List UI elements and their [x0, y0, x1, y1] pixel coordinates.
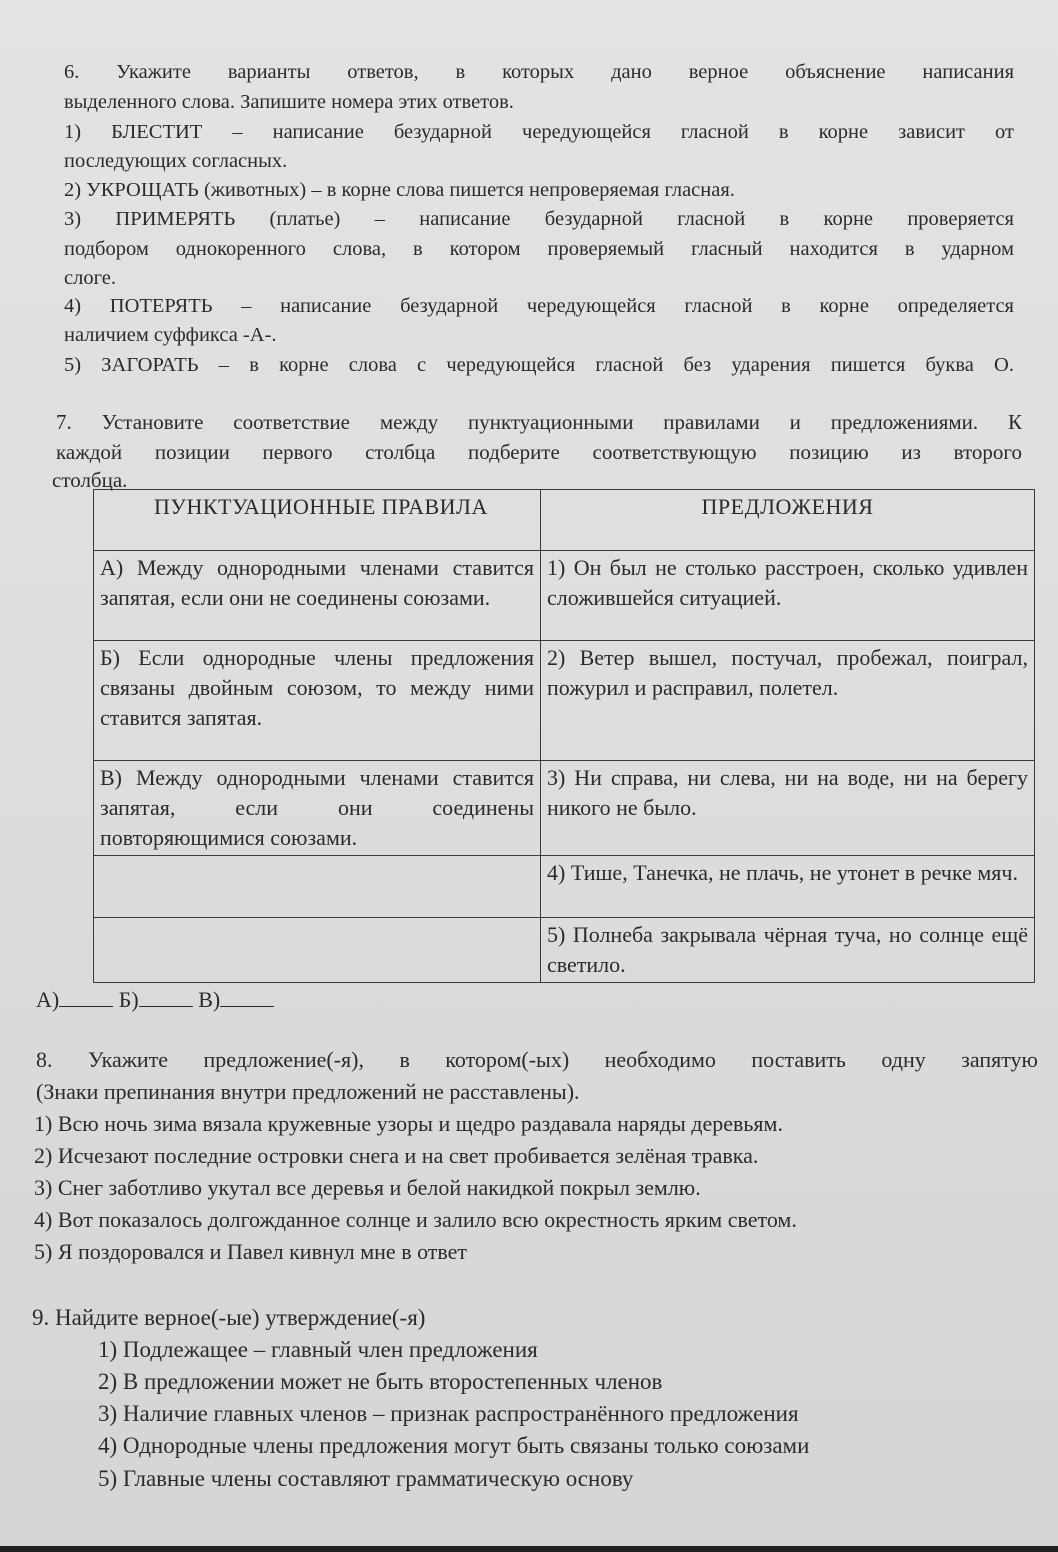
q6-option-3-end: слоге.: [64, 267, 116, 289]
q8-option-2: 2) Исчезают последние островки снега и на свет пробивается зелёная травка.: [34, 1143, 759, 1168]
sentence-5: 5) Полнеба закрывала чёрная туча, но солнце ещё светило.: [541, 918, 1035, 983]
q9-option-2: 2) В предложении может не быть второстепенных членов: [98, 1369, 663, 1394]
q7-line-2: каждой позиции первого столбца подберите соответствующую позицию из второго: [56, 440, 1022, 464]
q8-line-1: 8. Укажите предложение(-я), в котором(-ых) необходимо поставить одну запятую: [36, 1047, 1038, 1072]
table-row: [94, 918, 1035, 983]
rule-empty: [94, 856, 541, 918]
sentence-4: 4) Тише, Танечка, не плачь, не утонет в речке мяч.: [541, 856, 1035, 918]
q6-option-2: 2) УКРОЩАТЬ (животных) – в корне слова пишется непроверяемая гласная.: [64, 179, 735, 201]
q9-title: 9. Найдите верное(-ые) утверждение(-я): [32, 1305, 426, 1330]
q8-option-1: 1) Всю ночь зима вязала кружевные узоры и щедро раздавала наряды деревьям.: [34, 1111, 783, 1136]
rule-a: А) Между однородными членами ставится запятая, если они не соединены союзами.: [94, 551, 541, 641]
rule-empty: [94, 918, 541, 983]
answer-blank-c[interactable]: [220, 986, 274, 1007]
table-row: [94, 551, 1035, 641]
q6-option-4: 4) ПОТЕРЯТЬ – написание безударной чередующейся гласной в корне определяется: [64, 295, 1014, 317]
rule-b: Б) Если однородные члены предложения связаны двойным союзом, то между ними ставится запятая.: [94, 641, 541, 761]
q7-line-1: 7. Установите соответствие между пунктуационными правилами и предложениями. К: [56, 410, 1022, 434]
sentence-3: 3) Ни справа, ни слева, ни на воде, ни на берегу никого не было.: [541, 761, 1035, 856]
answer-blank-a[interactable]: [59, 986, 113, 1007]
q7-line-3: столбца.: [52, 468, 128, 492]
table-header-rules: ПУНКТУАЦИОННЫЕ ПРАВИЛА: [94, 490, 541, 551]
q6-line-2: выделенного слова. Запишите номера этих ответов.: [64, 91, 514, 113]
q9-option-3: 3) Наличие главных членов – признак распространённого предложения: [98, 1401, 799, 1426]
q6-option-3: 3) ПРИМЕРЯТЬ (платье) – написание безударной гласной в корне проверяется: [64, 208, 1014, 230]
q6-option-1: 1) БЛЕСТИТ – написание безударной чередующейся гласной в корне зависит от: [64, 121, 1014, 143]
q8-line-2: (Знаки препинания внутри предложений не расставлены).: [36, 1079, 580, 1104]
q9-option-4: 4) Однородные члены предложения могут быть связаны только союзами: [98, 1433, 810, 1458]
table-header-sentences: ПРЕДЛОЖЕНИЯ: [541, 490, 1035, 551]
answer-blanks: [36, 985, 274, 1015]
q6-option-3-cont: подбором однокоренного слова, в котором проверяемый гласный находится в ударном: [64, 238, 1014, 260]
bottom-edge: [0, 1546, 1058, 1552]
q9-option-1: 1) Подлежащее – главный член предложения: [98, 1337, 538, 1362]
answer-label-a: А): [36, 987, 60, 1012]
matching-table: [93, 489, 1035, 983]
q6-line-1: 6. Укажите варианты ответов, в которых дано верное объяснение написания: [64, 61, 1014, 83]
q6-option-1-cont: последующих согласных.: [64, 150, 288, 172]
sentence-1: 1) Он был не столько расстроен, сколько удивлен сложившейся ситуацией.: [541, 551, 1035, 641]
rule-c: В) Между однородными членами ставится запятая, если они соединены повторяющимися союзами.: [94, 761, 541, 856]
q6-option-4-cont: наличием суффикса -А-.: [64, 324, 277, 346]
q6-option-5: 5) ЗАГОРАТЬ – в корне слова с чередующейся гласной без ударения пишется буква О.: [64, 354, 1014, 376]
sentence-2: 2) Ветер вышел, постучал, пробежал, поиграл, пожурил и расправил, полетел.: [541, 641, 1035, 761]
q8-option-5: 5) Я поздоровался и Павел кивнул мне в ответ: [34, 1239, 468, 1264]
answer-blank-b[interactable]: [139, 986, 193, 1007]
table-row: [94, 641, 1035, 761]
table-row: [94, 761, 1035, 856]
q8-option-3: 3) Снег заботливо укутал все деревья и белой накидкой покрыл землю.: [34, 1175, 701, 1200]
answer-label-c: В): [198, 987, 221, 1012]
answer-label-b: Б): [118, 987, 139, 1012]
table-row: [94, 856, 1035, 918]
q8-option-4: 4) Вот показалось долгожданное солнце и залило всю окрестность ярким светом.: [34, 1207, 797, 1232]
q9-option-5: 5) Главные члены составляют грамматическую основу: [98, 1466, 634, 1491]
